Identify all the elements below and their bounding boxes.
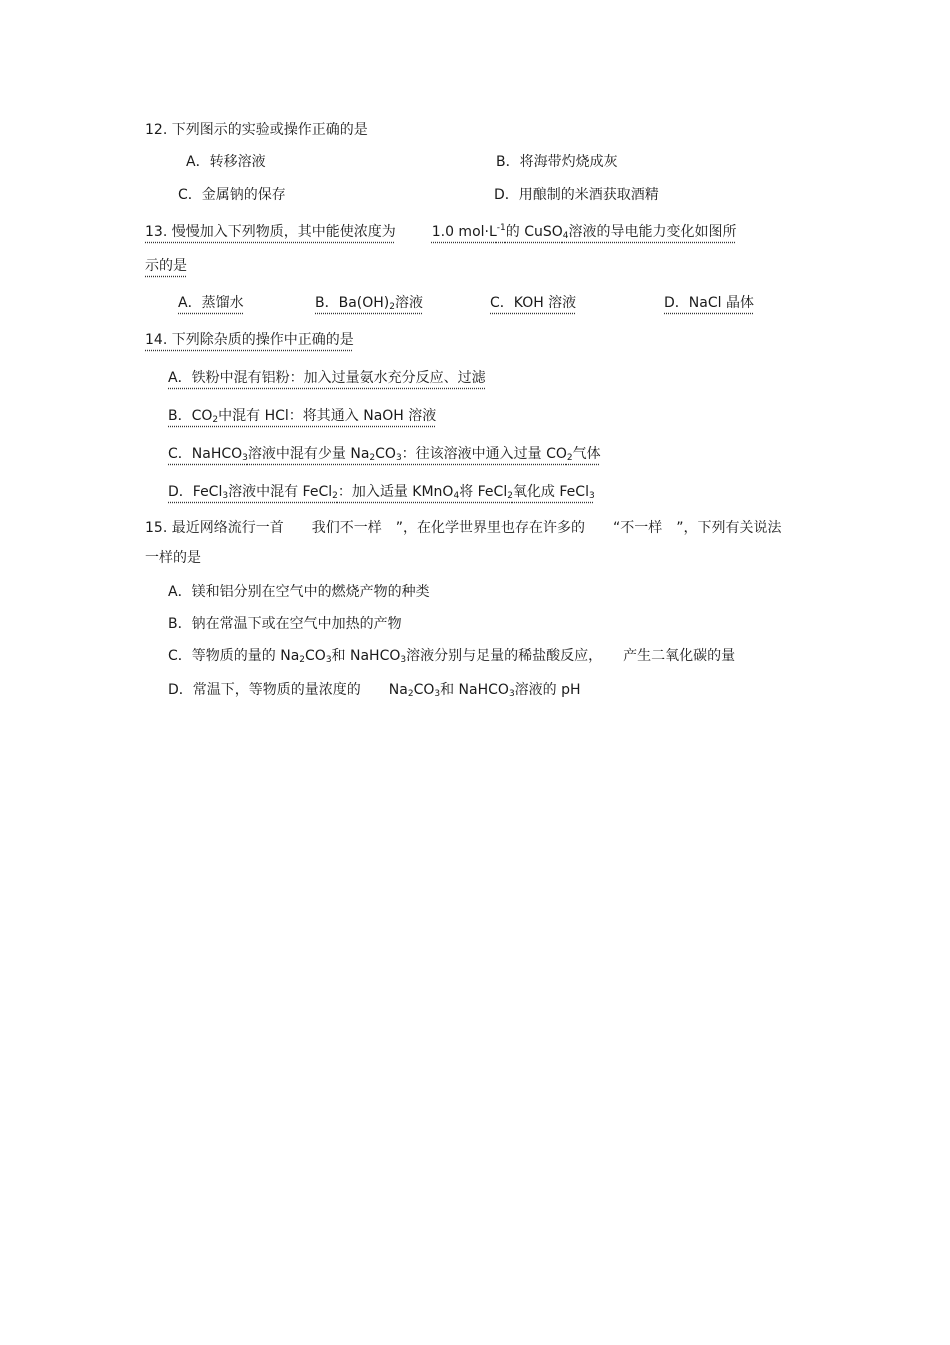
- q15-option-d-mid2: 和 NaHCO: [440, 682, 509, 698]
- q12-option-c: C．金属钠的保存: [178, 187, 286, 203]
- q13-option-c: C．KOH 溶液: [490, 295, 577, 311]
- q12-option-d: D．用酿制的米酒获取酒精: [494, 187, 659, 203]
- q13-concentration: 1.0 mol·L: [431, 224, 497, 240]
- q14-option-b-sub: 2: [212, 415, 219, 425]
- q15-option-c-sub3: 3: [400, 655, 407, 665]
- q14-option-b-post: 中混有 HCl：将其通入 NaOH 溶液: [218, 408, 437, 424]
- q14-option-b: [168, 407, 436, 429]
- q15-option-d-sub2: 3: [434, 689, 441, 699]
- q15-option-d-mid1: CO: [413, 682, 435, 698]
- q13-stem: [145, 219, 737, 245]
- q14-option-c-mid1: 溶液中混有少量 Na: [247, 446, 370, 462]
- q14-option-c-sub3: 3: [395, 453, 402, 463]
- q14-option-c-post: 气体: [572, 446, 601, 462]
- q12-stem: 12. 下列图示的实验或操作正确的是: [145, 122, 368, 138]
- q14-option-c-sub1: 3: [242, 453, 248, 463]
- q14-option-c-sub2: 2: [369, 453, 376, 463]
- q15-option-d-post: 溶液的 pH: [514, 682, 581, 698]
- q15-option-c-sub1: 2: [299, 655, 306, 665]
- q13-option-d: D．NaCl 晶体: [664, 295, 754, 311]
- q14-option-d-mid3: 将 FeCl: [459, 484, 508, 500]
- q13-stem-sub: 4: [562, 231, 569, 241]
- q13-option-a: A．蒸馏水: [178, 295, 244, 311]
- q14-option-c-pre: C．NaHCO: [168, 446, 243, 462]
- q14-option-d-mid4: 氧化成 FeCl: [512, 484, 589, 500]
- q14-stem: 14. 下列除杂质的操作中正确的是: [145, 332, 354, 348]
- q15-option-d-pre: D．常温下，等物质的量浓度的 Na: [168, 682, 408, 698]
- q14-option-d-sub2: 2: [332, 491, 338, 501]
- q14-option-d-mid2: ：加入适量 KMnO: [337, 484, 454, 500]
- q14-option-c-mid3: ：往该溶液中通入过量 CO: [401, 446, 567, 462]
- q13-stem-cont: 示的是: [145, 258, 187, 274]
- q14-option-d-sub1: 3: [222, 491, 229, 501]
- q13-option-b-sub: 2: [389, 302, 395, 312]
- q15-option-d-sub3: 3: [508, 689, 515, 699]
- q13-stem-part2: 的 CuSO: [505, 224, 563, 240]
- q14-option-d-sub5: 3: [588, 491, 595, 501]
- q15-option-c-pre: C．等物质的量的 Na: [168, 648, 300, 664]
- q15-option-a: A．镁和铝分别在空气中的燃烧产物的种类: [168, 584, 430, 600]
- q15-stem-cont: 一样的是: [145, 550, 201, 566]
- q14-option-d-sub3: 4: [453, 491, 460, 501]
- q14-option-d: [168, 483, 595, 505]
- q15-stem: 15. 最近网络流行一首 我们不一样 ”，在化学世界里也存在许多的 “不一样 ”，下列有关说法: [145, 520, 782, 536]
- q15-option-c-post: 溶液分别与足量的稀盐酸反应， 产生二氧化碳的量: [406, 648, 736, 664]
- q13-option-b-pre: B．Ba(OH): [315, 295, 390, 311]
- q14-option-c-sub4: 2: [566, 453, 573, 463]
- q15-option-b: B．钠在常温下或在空气中加热的产物: [168, 616, 402, 632]
- q14-option-c-mid2: CO: [375, 446, 396, 462]
- q13-concentration-exp: -1: [496, 223, 506, 233]
- q15-option-d-sub1: 2: [407, 689, 414, 699]
- q14-option-d-sub4: 2: [507, 491, 513, 501]
- q13-option-b-post: 溶液: [395, 295, 423, 311]
- q13-option-b: [315, 294, 423, 316]
- q15-option-c-mid1: CO: [305, 648, 326, 664]
- q13-stem-part1: 13. 慢慢加入下列物质，其中能使浓度为: [145, 224, 396, 240]
- q14-option-b-pre: B．CO: [168, 408, 213, 424]
- q14-option-d-mid1: 溶液中混有 FeCl: [228, 484, 333, 500]
- q13-stem-part3: 溶液的导电能力变化如图所: [568, 224, 737, 240]
- q15-option-d: [168, 681, 581, 703]
- q12-option-b: B．将海带灼烧成灰: [496, 154, 618, 170]
- q15-option-c-mid2: 和 NaHCO: [331, 648, 401, 664]
- q12-option-a: A．转移溶液: [186, 154, 266, 170]
- q14-option-d-pre: D．FeCl: [168, 484, 223, 500]
- q14-option-c: [168, 445, 601, 467]
- q15-option-c: [168, 647, 735, 669]
- q15-option-c-sub2: 3: [325, 655, 332, 665]
- q14-option-a: A．铁粉中混有铝粉：加入过量氨水充分反应、过滤: [168, 370, 486, 386]
